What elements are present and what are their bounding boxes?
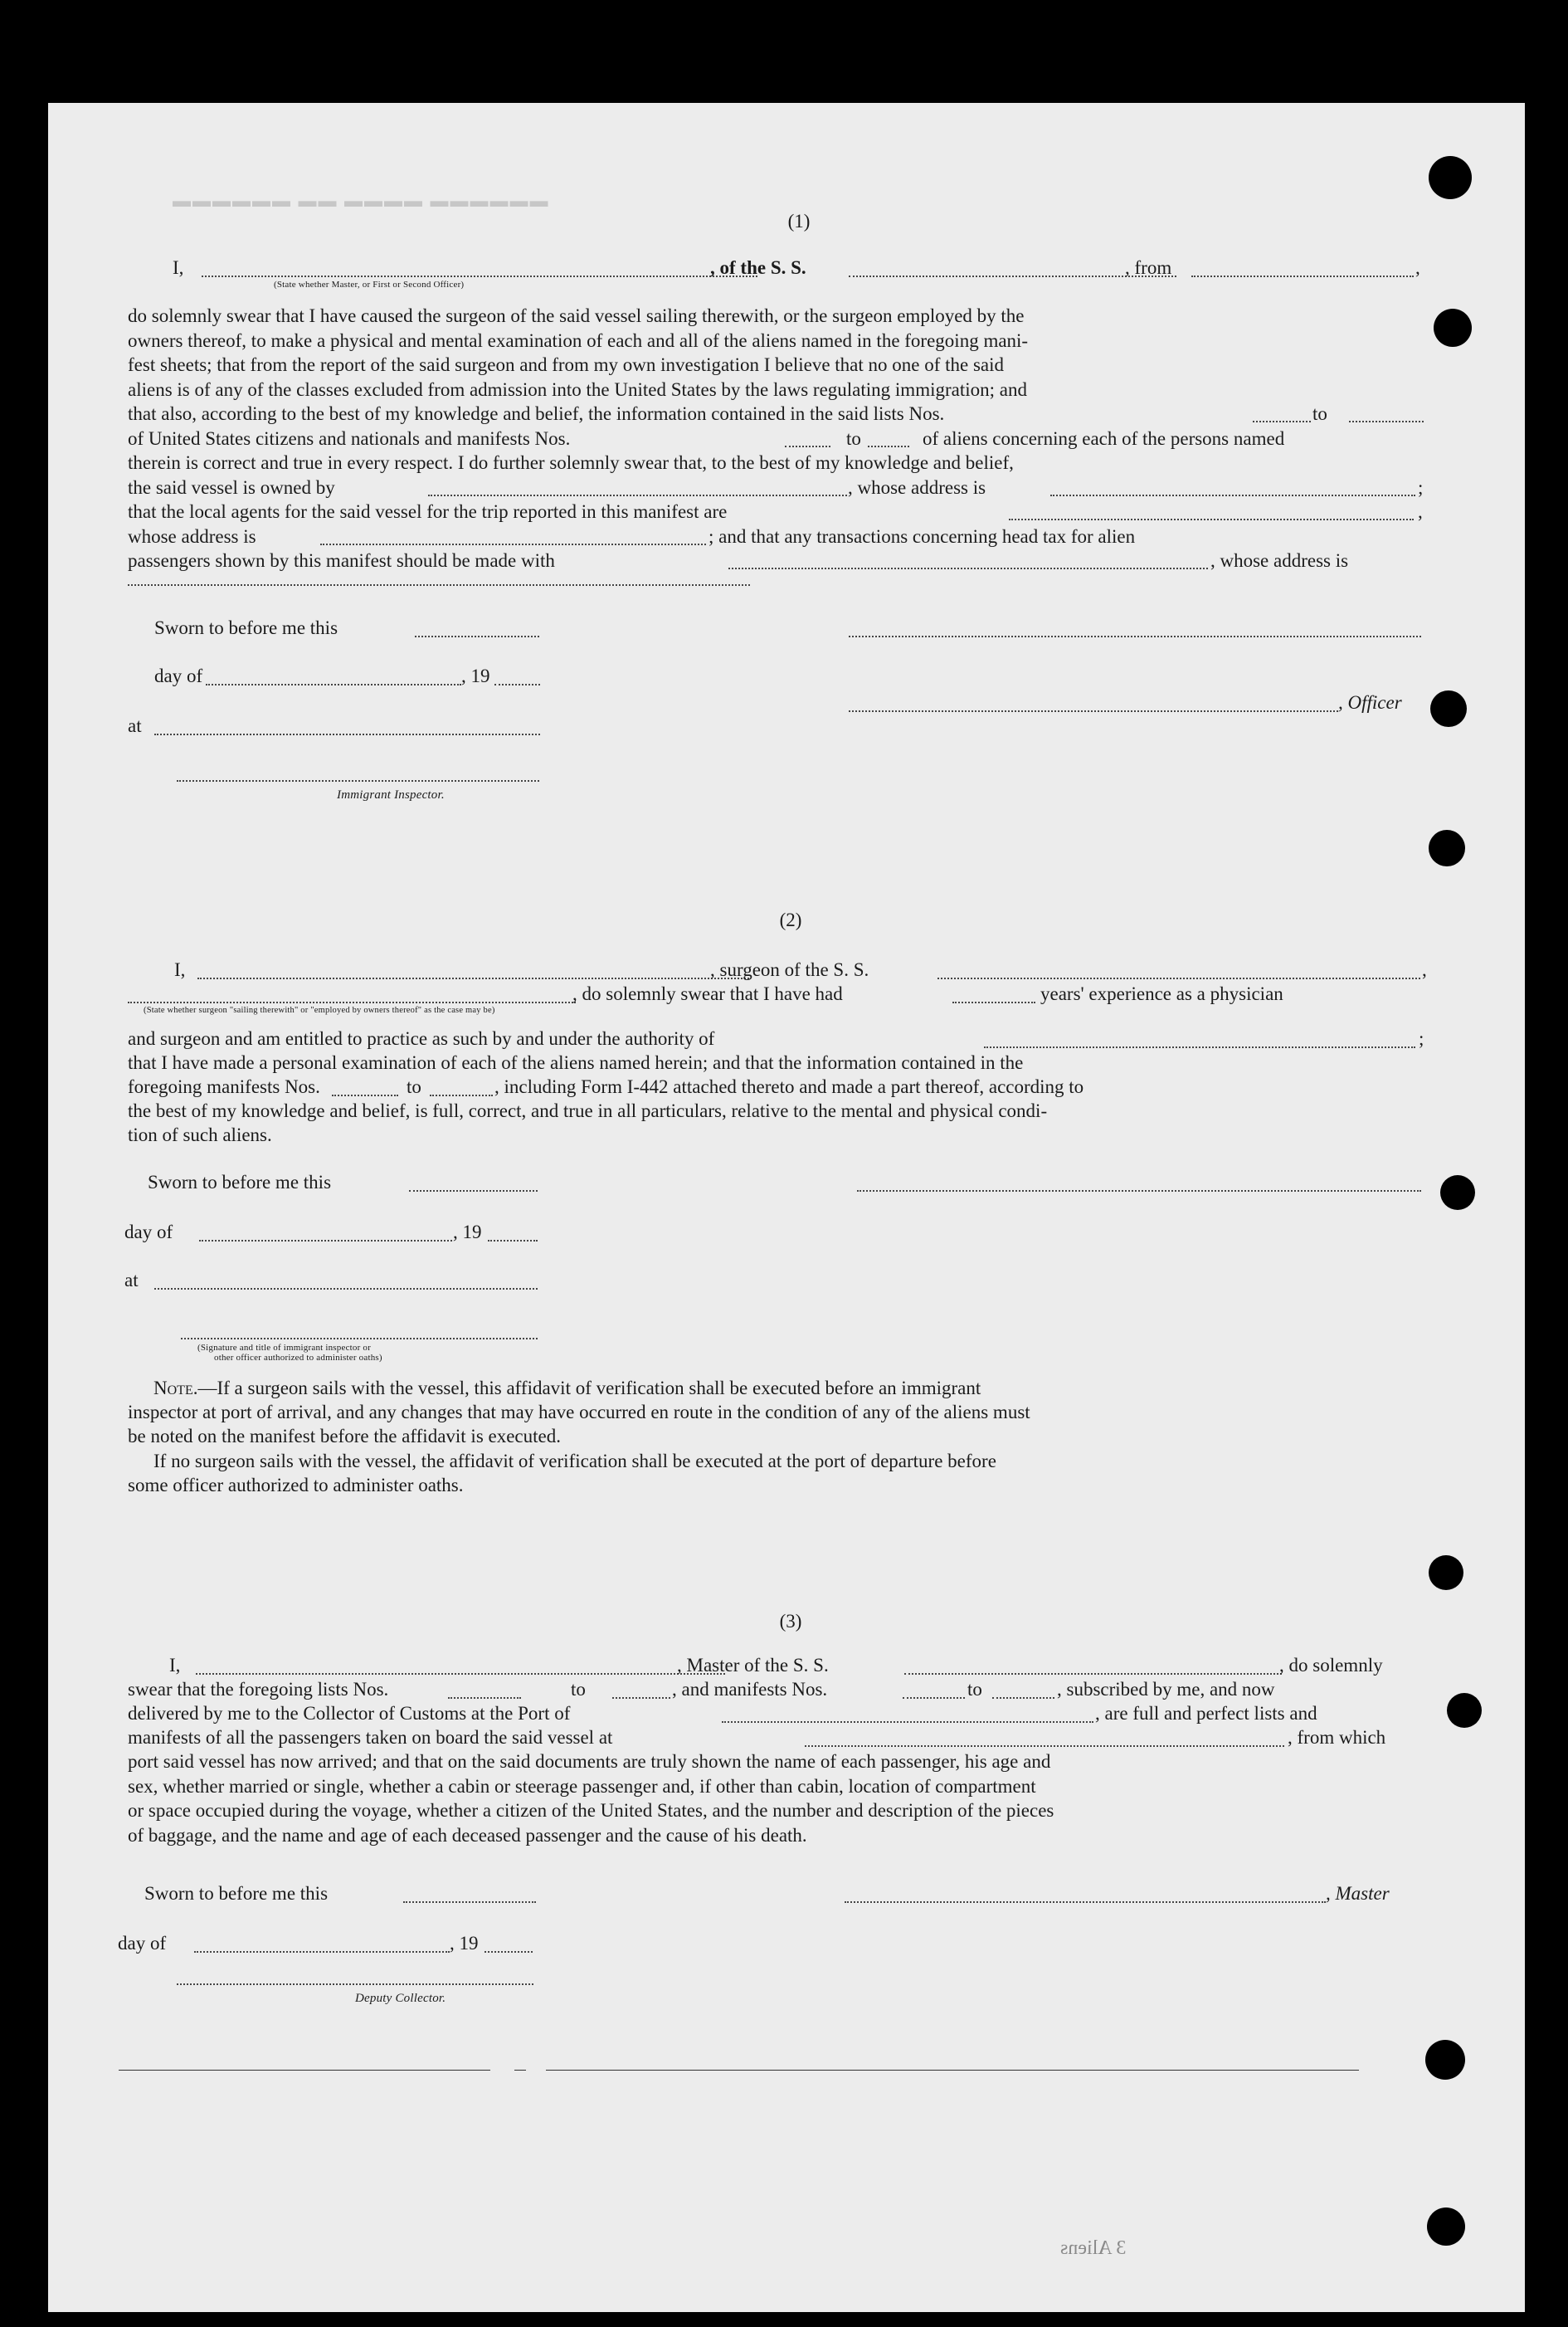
at-field-2[interactable]: [154, 1288, 538, 1290]
do-solemnly-label: , do solemnly: [1279, 1655, 1383, 1676]
sworn-label-2: Sworn to before me this: [148, 1172, 332, 1193]
comma: ,: [1415, 257, 1420, 278]
para-line: therein is correct and true in every respect. I do further solemnly swear that, to the best of my knowledge and belief,: [128, 452, 1014, 473]
para-line: do solemnly swear that I have caused the surgeon of the said vessel sailing therewith, or the surgeon employed by the: [128, 305, 1025, 326]
head-tax-address-field[interactable]: [128, 584, 750, 586]
day-of-label-3: day of: [118, 1933, 167, 1954]
authority-field[interactable]: [984, 1046, 1415, 1048]
to-label: to: [1312, 403, 1327, 424]
manifests-to-field[interactable]: [868, 446, 909, 447]
semicolon: ;: [1418, 476, 1424, 498]
authority-line: and surgeon and am entitled to practice as such by and under the authority of: [128, 1028, 715, 1049]
note-line: If no surgeon sails with the vessel, the affidavit of verification shall be executed at the port of departure before: [153, 1451, 996, 1471]
oath-paragraph-3: [128, 1749, 1420, 1847]
exam-line: that I have made a personal examination of each of the aliens named herein; and that the information contained in the: [128, 1052, 1024, 1073]
section-3-i: I,: [169, 1655, 181, 1676]
officer-field[interactable]: [202, 276, 757, 277]
para-line: or space occupied during the voyage, whether a citizen of the United States, and the number and description of the pieces: [128, 1800, 1054, 1821]
swear-lists-label: swear that the foregoing lists Nos.: [128, 1679, 389, 1700]
para-line: sex, whether married or single, whether a cabin or steerage passenger and, if other than cabin, location of compartment: [128, 1775, 1036, 1797]
surgeon-status-field[interactable]: [128, 1002, 576, 1003]
sworn-date-field-3[interactable]: [403, 1901, 536, 1903]
agents-line: [128, 500, 1424, 524]
punch-hole: [1434, 309, 1472, 347]
bleed-through-heading: ▬▬▬▬▬▬ ▬▬ ▬▬▬▬ ▬▬▬▬▬▬: [173, 190, 550, 211]
signature-line-1[interactable]: [849, 636, 1421, 637]
day-of-field-3[interactable]: [194, 1951, 450, 1953]
punch-hole: [1429, 156, 1472, 199]
year-field[interactable]: [494, 684, 540, 685]
year-label-3: , 19: [450, 1933, 479, 1954]
day-of-label: day of: [154, 666, 203, 686]
subscribed-label: , subscribed by me, and now: [1057, 1679, 1275, 1700]
surgeon-ship-field[interactable]: [937, 978, 1420, 979]
section-1-number: (1): [787, 211, 811, 232]
comma: ,: [1422, 959, 1427, 980]
punch-hole: [1427, 2207, 1465, 2246]
note-first-line: [153, 1376, 981, 1400]
port-field[interactable]: [722, 1721, 1093, 1723]
manifests-all-label: manifests of all the passengers taken on board the said vessel at: [128, 1727, 613, 1748]
whose-address-label: , whose address is: [848, 476, 986, 498]
agents-field[interactable]: [1009, 519, 1414, 520]
owner-line: [128, 476, 1424, 500]
para-line-tail: of aliens concerning each of the persons named: [923, 427, 1285, 449]
section-2-number: (2): [779, 910, 802, 930]
year-label-2: , 19: [453, 1222, 482, 1242]
surgeon-of-label: , surgeon of the S. S.: [710, 959, 869, 980]
delivered-label: delivered by me to the Collector of Customs at the Port of: [128, 1703, 571, 1724]
to-label: to: [967, 1679, 982, 1700]
bottom-rule-dash: [514, 2070, 526, 2071]
master-label: , Master: [1326, 1883, 1390, 1904]
year-label: , 19: [461, 666, 490, 686]
bottom-rule-right: [546, 2070, 1359, 2071]
to-label: to: [571, 1679, 586, 1700]
surgeon-name-field[interactable]: [197, 978, 749, 979]
from-port-field[interactable]: [1191, 276, 1414, 277]
owner-field[interactable]: [428, 495, 847, 496]
para-line: whose address is: [128, 525, 256, 547]
para-line: that also, according to the best of my knowledge and belief, the information contained in the said lists Nos.: [128, 403, 945, 424]
sig-note-2: other officer authorized to administer oaths): [214, 1353, 382, 1363]
para-line: passengers shown by this manifest should be made with: [128, 550, 555, 571]
year-field-3[interactable]: [485, 1951, 533, 1953]
to-label: to: [407, 1076, 421, 1097]
note-line: be noted on the manifest before the affidavit is executed.: [128, 1426, 561, 1446]
footer-stamp: 3 Aliens: [1060, 2237, 1127, 2259]
officer-label: , Officer: [1338, 692, 1402, 713]
lists-from-field-3[interactable]: [448, 1697, 521, 1699]
head-tax-field[interactable]: [728, 568, 1208, 569]
year-field-2[interactable]: [488, 1240, 538, 1242]
bottom-rule-left: [119, 2070, 490, 2071]
comma: ,: [1418, 501, 1423, 522]
punch-hole: [1440, 1175, 1475, 1210]
para-line: aliens is of any of the classes excluded from admission into the United States by the laws regulating immigration; and: [128, 378, 1027, 400]
boarding-port-field[interactable]: [805, 1745, 1284, 1747]
inspector-signature-field-2[interactable]: [181, 1338, 538, 1339]
deputy-label: Deputy Collector.: [355, 1992, 446, 2005]
at-label: at: [128, 715, 142, 736]
punch-hole: [1425, 2040, 1465, 2080]
sworn-date-field[interactable]: [415, 636, 539, 637]
foregoing-label: foregoing manifests Nos.: [128, 1076, 320, 1097]
semicolon: ;: [1419, 1028, 1424, 1049]
master-ship-field[interactable]: [904, 1673, 1282, 1675]
swear-label: , do solemnly swear that I have had: [572, 983, 843, 1004]
section-1-i: I,: [173, 257, 184, 278]
para-line: that the local agents for the said vessel for the trip reported in this manifest are: [128, 501, 728, 522]
punch-hole: [1429, 1555, 1463, 1590]
para-line: fest sheets; that from the report of the said surgeon and from my own investigation I believe that no one of the said: [128, 354, 1005, 375]
to-label: to: [846, 427, 861, 449]
section-2-i: I,: [174, 959, 186, 980]
agents-address-field[interactable]: [320, 544, 706, 545]
and-manifests-label: , and manifests Nos.: [672, 1679, 828, 1700]
officer-signature-field[interactable]: [849, 710, 1338, 712]
agents-address-line: [128, 524, 1424, 549]
para-line: of United States citizens and nationals and manifests Nos.: [128, 427, 571, 449]
from-which-label: , from which: [1288, 1727, 1386, 1748]
inspector-signature-field[interactable]: [177, 780, 539, 782]
officer-note: (State whether Master, or First or Second Officer): [274, 280, 465, 290]
at-label-2: at: [124, 1270, 139, 1290]
surgeon-signature-field[interactable]: [857, 1190, 1421, 1192]
lists-to-field-3[interactable]: [612, 1697, 670, 1699]
punch-hole: [1447, 1693, 1482, 1728]
of-the-ss-label: , of the S. S.: [710, 257, 806, 278]
years-field[interactable]: [952, 1002, 1035, 1003]
note-label: Note.: [153, 1378, 198, 1398]
para-line: owners thereof, to make a physical and mental examination of each and all of the aliens named in the foregoing mani-: [128, 329, 1029, 351]
manifests-line: [128, 427, 1424, 451]
lists-line: [128, 402, 1424, 427]
note-line: some officer authorized to administer oaths.: [128, 1475, 464, 1495]
master-name-field[interactable]: [196, 1673, 725, 1675]
inspector-label: Immigrant Inspector.: [337, 788, 445, 802]
para-line: of baggage, and the name and age of each deceased passenger and the cause of his death.: [128, 1824, 807, 1846]
lists-from-field[interactable]: [1253, 421, 1311, 422]
sworn-date-field-2[interactable]: [409, 1190, 538, 1192]
owner-address-field[interactable]: [1050, 495, 1415, 496]
whose-address-label: , whose address is: [1210, 550, 1349, 571]
deputy-signature-field[interactable]: [177, 1983, 533, 1985]
punch-hole: [1429, 830, 1465, 866]
full-lists-label: , are full and perfect lists and: [1095, 1703, 1317, 1724]
foregoing-to-field[interactable]: [430, 1095, 493, 1096]
para-line: the said vessel is owned by: [128, 476, 335, 498]
note-line: —If a surgeon sails with the vessel, this affidavit of verification shall be executed before an immigrant: [197, 1378, 981, 1398]
foregoing-from-field[interactable]: [332, 1095, 398, 1096]
para-line: port said vessel has now arrived; and that on the said documents are truly shown the name of each passenger, his age and: [128, 1751, 1051, 1772]
manifests-to-field-3[interactable]: [992, 1697, 1054, 1699]
manifests-from-field-3[interactable]: [903, 1697, 965, 1699]
sworn-label: Sworn to before me this: [154, 617, 338, 638]
day-of-label-2: day of: [124, 1222, 173, 1242]
manifests-from-field[interactable]: [785, 446, 830, 447]
punch-hole: [1430, 690, 1467, 727]
surgeon-note: (State whether surgeon "sailing therewith" or "employed by owners thereof" as the case may be): [144, 1006, 495, 1015]
head-tax-line: [128, 549, 1424, 573]
oath-paragraph-1: [128, 304, 1424, 573]
from-label: , from: [1125, 257, 1172, 278]
head-tax-label: ; and that any transactions concerning head tax for alien: [709, 525, 1136, 547]
including-label: , including Form I-442 attached thereto and made a part thereof, according to: [494, 1076, 1084, 1097]
sworn-label-3: Sworn to before me this: [144, 1883, 329, 1904]
day-of-field[interactable]: [206, 684, 461, 685]
day-of-field-2[interactable]: [199, 1240, 452, 1242]
sig-note-1: (Signature and title of immigrant inspector or: [197, 1343, 371, 1353]
master-of-label: , Master of the S. S.: [677, 1655, 829, 1676]
lists-to-field[interactable]: [1349, 421, 1424, 422]
form-page: [48, 103, 1525, 2312]
at-field[interactable]: [154, 734, 540, 735]
tion-line: tion of such aliens.: [128, 1124, 272, 1145]
best-line: the best of my knowledge and belief, is full, correct, and true in all particulars, relative to the mental and physical condi-: [128, 1100, 1048, 1121]
years-label: years' experience as a physician: [1040, 983, 1283, 1004]
master-signature-field[interactable]: [845, 1901, 1326, 1903]
section-3-number: (3): [779, 1611, 802, 1632]
note-line: inspector at port of arrival, and any changes that may have occurred en route in the condition of any of the aliens must: [128, 1402, 1030, 1422]
